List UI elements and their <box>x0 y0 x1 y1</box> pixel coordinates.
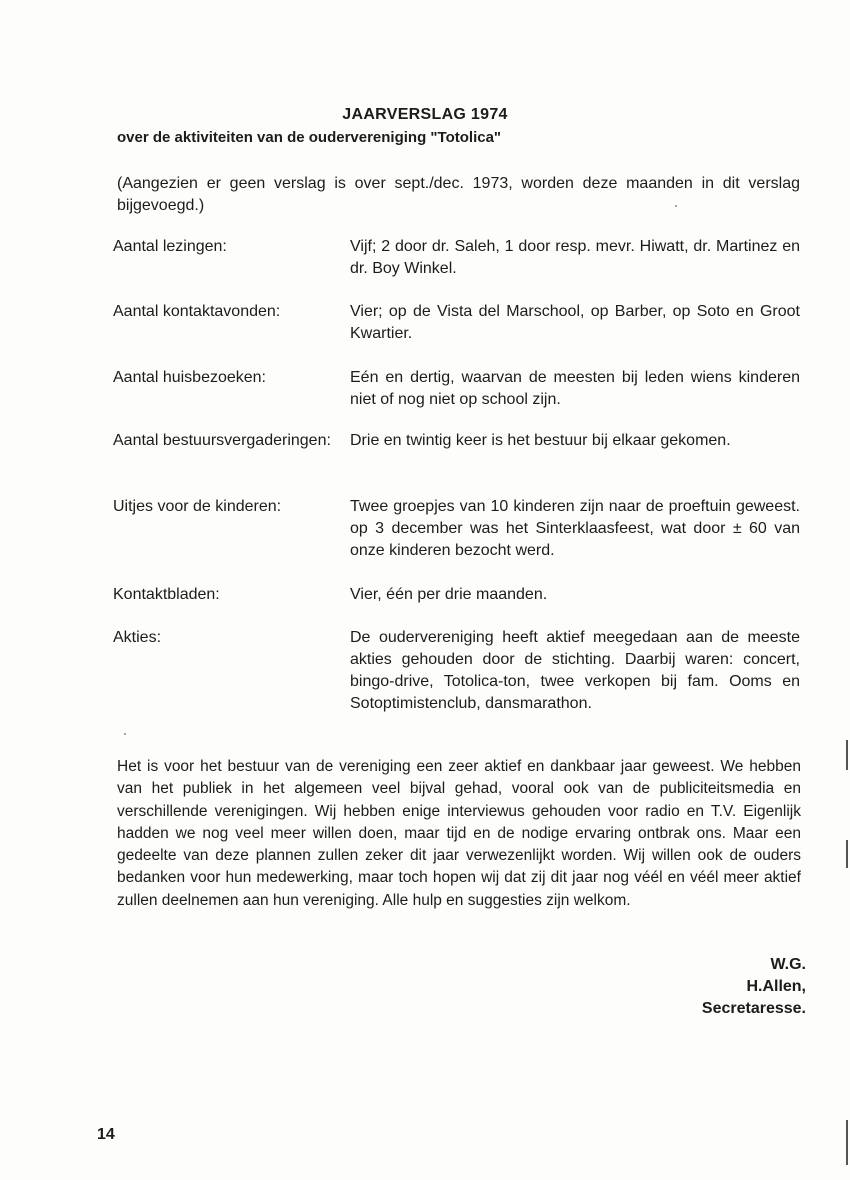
item-label: Kontaktbladen: <box>113 586 220 603</box>
item-label: Aantal huisbezoeken: <box>113 369 266 386</box>
item-label: Aantal kontaktavonden: <box>113 303 281 320</box>
closing-paragraph: Het is voor het bestuur van de vereniging een zeer aktief en dankbaar jaar geweest. We hebben van het publiek in het algemeen veel bijval gehad, vooral ook van de publiciteitsmedia en verschillende verenigingen. Wij hebben enige interviewus gehouden voor radio en T.V. Eigenlijk hadden we nog veel meer willen doen, maar tijd en de nodige ervaring ontbrak ons. Maar een gedeelte van deze plannen zullen zeker dit jaar verwezenlijkt worden. Wij willen ook de ouders bedanken voor hun medewerking, maar toch hopen wij dat zij dit jaar nog véél en véél meer aktief zullen deelnemen aan hun vereniging. Alle hulp en suggesties zijn welkom. <box>117 758 801 909</box>
signature-name: H.Allen, <box>746 978 806 995</box>
intro-paragraph: (Aangezien er geen verslag is over sept./dec. 1973, worden deze maanden in dit verslag bijgevoegd.) <box>117 175 800 214</box>
item-label: Aantal lezingen: <box>113 238 227 255</box>
item-value: Eén en dertig, waarvan de meesten bij leden wiens kinderen niet of nog niet op school zijn. <box>350 369 800 408</box>
item-value: De oudervereniging heeft aktief meegedaan aan de meeste akties gehouden door de stichting. Daarbij waren: concert, bingo-drive, Totolica-ton, twee verkopen bij fam. Ooms en Sotoptimistenclub, dansmarathon. <box>350 629 800 712</box>
scan-edge-mark <box>846 840 848 868</box>
signature-role: Secretaresse. <box>701 1000 806 1017</box>
scan-speck <box>124 733 126 735</box>
item-value: Twee groepjes van 10 kinderen zijn naar de proeftuin geweest. op 3 december was het Sinterklaasfeest, wat door ± 60 van onze kinderen bezocht werd. <box>350 498 800 559</box>
item-value: Vier, één per drie maanden. <box>350 586 548 603</box>
scan-edge-mark <box>846 740 848 770</box>
scan-speck <box>675 205 677 207</box>
item-value: Vijf; 2 door dr. Saleh, 1 door resp. mevr. Hiwatt, dr. Martinez en dr. Boy Winkel. <box>350 238 800 277</box>
signature-initials: W.G. <box>770 956 806 973</box>
item-label: Aantal bestuursvergaderingen: <box>113 432 331 449</box>
document-title: JAARVERSLAG 1974 <box>342 106 508 123</box>
item-value: Vier; op de Vista del Marschool, op Barber, op Soto en Groot Kwartier. <box>350 303 800 342</box>
scan-edge-mark <box>846 1120 848 1165</box>
item-label: Akties: <box>113 629 162 646</box>
item-value: Drie en twintig keer is het bestuur bij elkaar gekomen. <box>350 432 731 449</box>
item-label: Uitjes voor de kinderen: <box>113 498 282 515</box>
page-number: 14 <box>97 1126 115 1143</box>
document-subtitle: over de aktiviteiten van de oudervereniging "Totolica" <box>117 129 502 146</box>
